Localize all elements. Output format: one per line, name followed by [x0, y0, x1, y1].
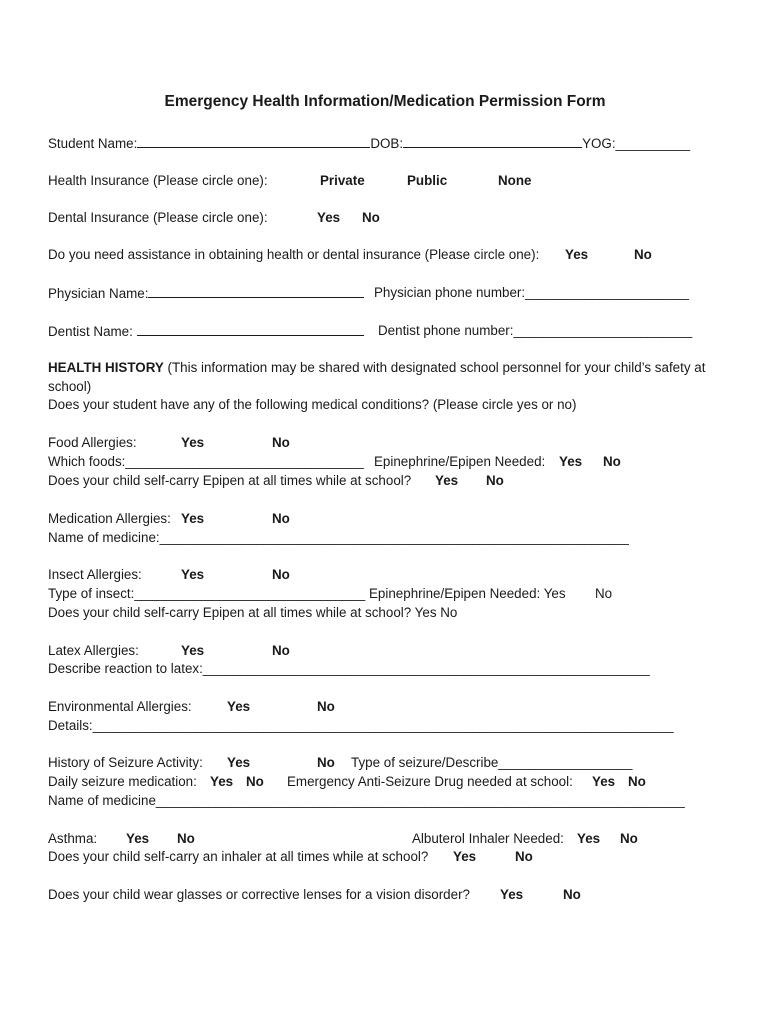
physician-name-label: Physician Name: — [48, 286, 149, 301]
physician-name-field[interactable] — [148, 285, 364, 298]
environmental-allergies-no[interactable]: No — [317, 699, 335, 714]
health-history-heading: HEALTH HISTORY — [48, 360, 164, 375]
health-history-note: (This information may be shared with designated school personnel for your child’s safety at school) — [48, 360, 706, 394]
glasses-yes[interactable]: Yes — [500, 887, 524, 902]
asthma-no[interactable]: No — [177, 831, 195, 846]
health-insurance-label: Health Insurance (Please circle one): — [48, 173, 268, 188]
medication-allergies-yes[interactable]: Yes — [181, 511, 205, 526]
food-epipen-row — [374, 454, 545, 470]
food-epipen-no[interactable]: No — [603, 454, 621, 469]
environmental-allergies-label: Environmental Allergies: — [48, 699, 192, 714]
seizure-history-no[interactable]: No — [317, 755, 335, 770]
anti-seizure-yes[interactable]: Yes — [592, 774, 616, 789]
seizure-medicine-label[interactable]: Name of medicine_______________________________________________________________________ — [48, 793, 685, 808]
food-self-carry-label: Does your child self-carry Epipen at all times while at school? — [48, 473, 412, 488]
inhaler-self-carry-no[interactable]: No — [515, 849, 533, 864]
albuterol-yes[interactable]: Yes — [577, 831, 601, 846]
food-allergies-label: Food Allergies: — [48, 435, 137, 450]
albuterol-label: Albuterol Inhaler Needed: — [412, 831, 564, 846]
seizure-history-label: History of Seizure Activity: — [48, 755, 203, 770]
food-epipen-yes[interactable]: Yes — [559, 454, 583, 469]
conditions-question: Does your student have any of the following medical conditions? (Please circle yes or no) — [48, 397, 577, 412]
student-name-row — [48, 135, 690, 152]
anti-seizure-label: Emergency Anti-Seizure Drug needed at school: — [287, 774, 573, 789]
dob-label: DOB: — [370, 136, 404, 151]
medication-name-label[interactable]: Name of medicine:_______________________________________________________________ — [48, 530, 629, 545]
insect-allergies-label: Insect Allergies: — [48, 567, 142, 582]
seizure-type-label[interactable]: Type of seizure/Describe__________________ — [351, 755, 633, 770]
anti-seizure-no[interactable]: No — [628, 774, 646, 789]
glasses-label: Does your child wear glasses or corrective lenses for a vision disorder? — [48, 887, 470, 902]
insect-allergies-yes[interactable]: Yes — [181, 567, 205, 582]
environmental-allergies-yes[interactable]: Yes — [227, 699, 251, 714]
which-foods-label[interactable]: Which foods:________________________________ — [48, 454, 364, 469]
food-allergies-yes[interactable]: Yes — [181, 435, 205, 450]
health-history-section — [48, 359, 728, 415]
dob-field[interactable] — [403, 135, 582, 148]
student-name-field[interactable] — [137, 135, 370, 148]
assistance-label: Do you need assistance in obtaining health or dental insurance (Please circle one): — [48, 247, 540, 262]
food-epipen-label: Epinephrine/Epipen Needed: — [374, 454, 546, 469]
dental-insurance-no[interactable]: No — [362, 210, 380, 225]
environmental-details-label[interactable]: Details:______________________________________________________________________________ — [48, 718, 674, 733]
type-of-insect-label[interactable]: Type of insect:_______________________________ — [48, 586, 366, 601]
insect-self-carry-label: Does your child self-carry Epipen at all times while at school? Yes No — [48, 605, 458, 620]
latex-allergies-label: Latex Allergies: — [48, 643, 139, 658]
seizure-history-yes[interactable]: Yes — [227, 755, 251, 770]
health-insurance-none[interactable]: None — [498, 173, 532, 188]
inhaler-self-carry-label: Does your child self-carry an inhaler at all times while at school? — [48, 849, 429, 864]
glasses-no[interactable]: No — [563, 887, 581, 902]
dentist-row — [48, 323, 364, 340]
food-self-carry-no[interactable]: No — [486, 473, 504, 488]
albuterol-no[interactable]: No — [620, 831, 638, 846]
latex-reaction-label[interactable]: Describe reaction to latex:____________________________________________________________ — [48, 661, 650, 676]
insect-allergies-no[interactable]: No — [272, 567, 290, 582]
dentist-name-field[interactable] — [137, 323, 364, 336]
assistance-yes[interactable]: Yes — [565, 247, 589, 262]
medication-allergies-label: Medication Allergies: — [48, 511, 171, 526]
daily-seizure-med-no[interactable]: No — [246, 774, 264, 789]
insect-epipen-no[interactable]: No — [595, 586, 613, 601]
asthma-label: Asthma: — [48, 831, 98, 846]
dentist-phone-label[interactable]: Dentist phone number:________________________ — [378, 323, 693, 338]
daily-seizure-med-label: Daily seizure medication: — [48, 774, 197, 789]
latex-allergies-no[interactable]: No — [272, 643, 290, 658]
food-self-carry-yes[interactable]: Yes — [435, 473, 459, 488]
form-title: Emergency Health Information/Medication Permission Form — [164, 93, 606, 110]
insect-epipen-label[interactable]: Epinephrine/Epipen Needed: Yes — [369, 586, 566, 601]
physician-phone-label[interactable]: Physician phone number:______________________ — [374, 285, 689, 300]
inhaler-self-carry-yes[interactable]: Yes — [453, 849, 477, 864]
health-insurance-public[interactable]: Public — [407, 173, 448, 188]
health-insurance-private[interactable]: Private — [320, 173, 365, 188]
assistance-no[interactable]: No — [634, 247, 652, 262]
physician-row — [48, 285, 364, 302]
food-allergies-no[interactable]: No — [272, 435, 290, 450]
dentist-name-label: Dentist Name: — [48, 324, 133, 339]
medication-allergies-no[interactable]: No — [272, 511, 290, 526]
asthma-yes[interactable]: Yes — [126, 831, 150, 846]
yog-label[interactable]: YOG:__________ — [582, 136, 691, 151]
dental-insurance-label: Dental Insurance (Please circle one): — [48, 210, 268, 225]
student-name-label: Student Name: — [48, 136, 138, 151]
daily-seizure-med-yes[interactable]: Yes — [210, 774, 234, 789]
dental-insurance-yes[interactable]: Yes — [317, 210, 341, 225]
latex-allergies-yes[interactable]: Yes — [181, 643, 205, 658]
